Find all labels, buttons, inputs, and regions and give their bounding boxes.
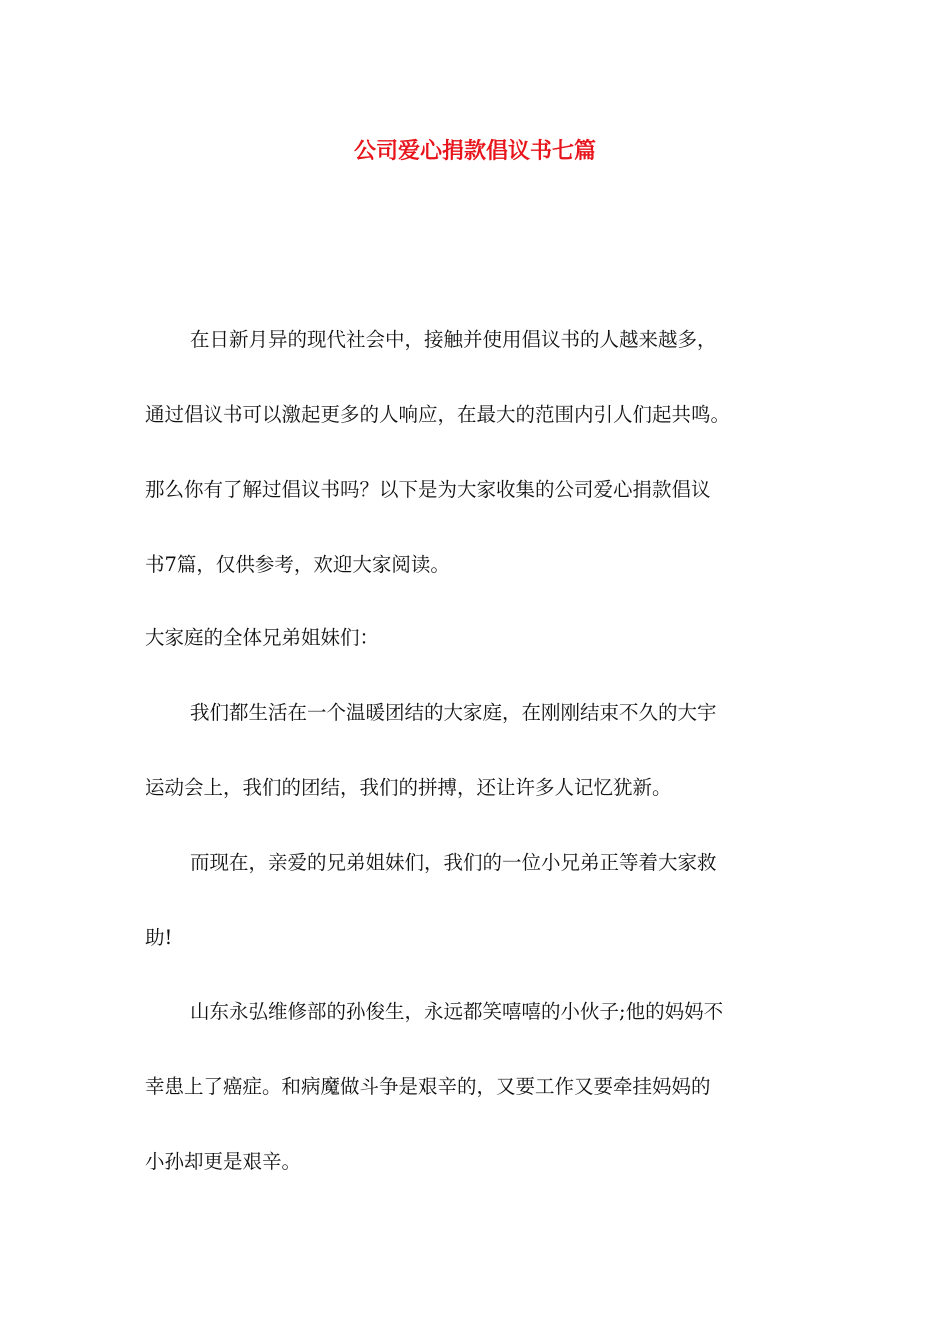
text-line: 运动会上，我们的团结，我们的拼搏，还让许多人记忆犹新。 — [145, 776, 672, 799]
text-line: 助! — [145, 926, 173, 949]
text-line: 那么你有了解过倡议书吗？以下是为大家收集的公司爱心捐款倡议 — [145, 478, 711, 501]
text-line: 山东永弘维修部的孙俊生，永远都笑嘻嘻的小伙子;他的妈妈不 — [190, 1000, 724, 1023]
text-line: 我们都生活在一个温暖团结的大家庭，在刚刚结束不久的大宇 — [190, 701, 717, 724]
salutation: 大家庭的全体兄弟姐妹们： — [145, 626, 380, 649]
text-line: 幸患上了癌症。和病魔做斗争是艰辛的，又要工作又要牵挂妈妈的 — [145, 1075, 711, 1098]
text-line: 小孙却更是艰辛。 — [145, 1150, 302, 1173]
document-title: 公司爱心捐款倡议书七篇 — [353, 139, 596, 164]
text-line: 而现在，亲爱的兄弟姐妹们，我们的一位小兄弟正等着大家救 — [190, 851, 717, 874]
text-line: 书7篇，仅供参考，欢迎大家阅读。 — [145, 553, 450, 576]
text-line: 通过倡议书可以激起更多的人响应，在最大的范围内引人们起共鸣。 — [145, 403, 731, 426]
text-line: 在日新月异的现代社会中，接触并使用倡议书的人越来越多， — [190, 328, 717, 351]
